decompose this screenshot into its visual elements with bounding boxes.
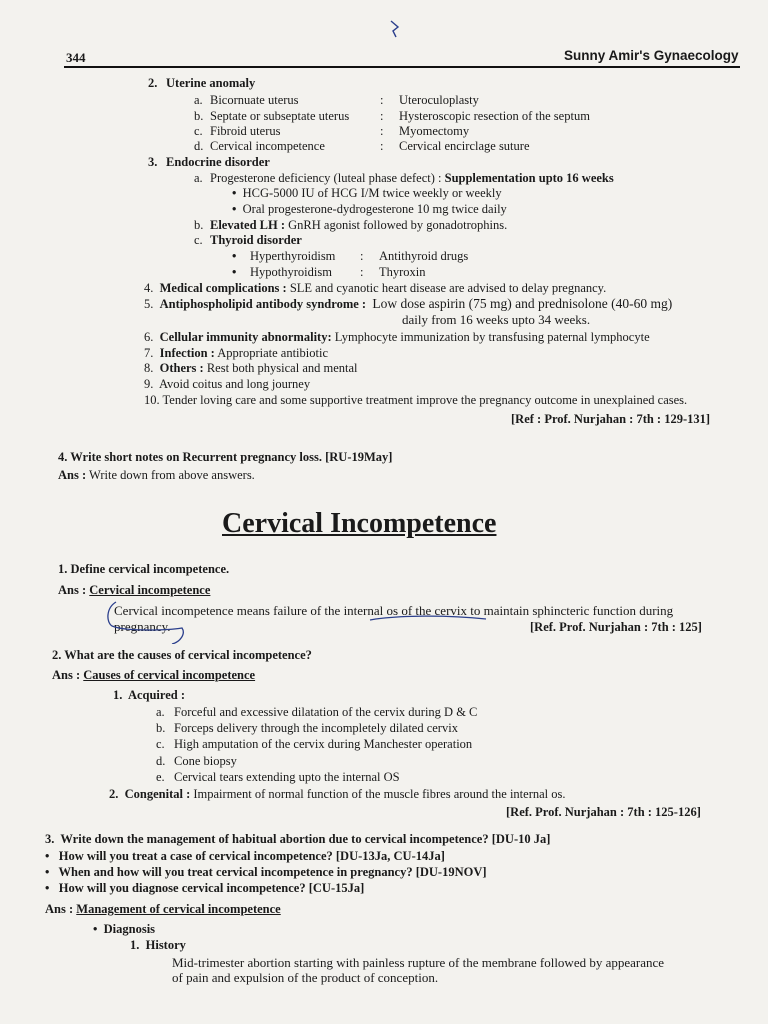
thyroid-value: Thyroxin xyxy=(379,265,426,279)
answer-label: Ans : xyxy=(45,902,74,916)
answer-line xyxy=(58,583,210,597)
thyroid-value: Antithyroid drugs xyxy=(379,249,469,263)
item-text: Low dose aspirin (75 mg) and prednisolone (40-60 mg) xyxy=(372,296,673,311)
question-causes: 2. What are the causes of cervical incompetence? xyxy=(52,648,312,662)
diagnosis-heading xyxy=(93,922,155,936)
endocrine-number: 3. xyxy=(148,155,158,169)
history-number: 1. xyxy=(130,938,140,952)
history-label: History xyxy=(145,938,186,952)
question-text: How will you diagnose cervical incompetence? [CU-15Ja] xyxy=(58,881,365,895)
thyroid-separator: : xyxy=(360,265,364,279)
item-text: Rest both physical and mental xyxy=(206,361,358,375)
cause-item xyxy=(144,281,606,295)
congenital-text: Impairment of normal function of the muscle fibres around the internal os. xyxy=(193,787,566,801)
page-number: 344 xyxy=(66,50,86,65)
endocrine-b-text xyxy=(210,218,507,232)
bullet-text: Oral progesterone-dydrogesterone 10 mg twice daily xyxy=(242,202,507,216)
item-number: 4. xyxy=(144,281,154,295)
row-treatment: Cervical encirclage suture xyxy=(399,139,530,153)
item-text: Forceps delivery through the incompletely dilated cervix xyxy=(174,721,458,735)
row-separator: : xyxy=(380,109,384,123)
answer-label: Ans : xyxy=(52,668,81,682)
elevated-lh-treatment: GnRH agonist followed by gonadotrophins. xyxy=(288,218,508,232)
item-bold: Cellular immunity abnormality: xyxy=(159,330,332,344)
item-number: 10. xyxy=(144,393,160,407)
elevated-lh-label: Elevated LH : xyxy=(210,218,285,232)
bullet-icon: • xyxy=(232,249,237,263)
item-letter: e. xyxy=(156,770,165,784)
cause-item xyxy=(144,361,358,375)
answer-heading: Causes of cervical incompetence xyxy=(83,668,256,682)
bullet-icon: • xyxy=(45,849,50,863)
item-text: SLE and cyanotic heart disease are advised to delay pregnancy. xyxy=(289,281,607,295)
acquired-number: 1. xyxy=(113,688,123,702)
question-line xyxy=(45,832,550,846)
item-number: 7. xyxy=(144,346,154,360)
endocrine-a-letter: a. xyxy=(194,171,203,185)
item-text: Lymphocyte immunization by transfusing paternal lymphocyte xyxy=(334,330,650,344)
history-line-1: Mid-trimester abortion starting with painless rupture of the membrane followed by appearance xyxy=(172,955,665,970)
answer-heading: Management of cervical incompetence xyxy=(76,902,281,916)
bullet-text: HCG-5000 IU of HCG I/M twice weekly or weekly xyxy=(242,186,502,200)
row-letter: d. xyxy=(194,139,204,153)
row-letter: a. xyxy=(194,93,203,107)
item-bold: Infection : xyxy=(159,346,215,360)
row-treatment: Uteroculoplasty xyxy=(399,93,479,107)
item-letter: a. xyxy=(156,705,165,719)
item-number: 5. xyxy=(144,297,154,311)
row-letter: c. xyxy=(194,124,203,138)
question-recurrent-pregnancy-loss: 4. Write short notes on Recurrent pregnancy loss. [RU-19May] xyxy=(58,450,393,464)
item-text: Appropriate antibiotic xyxy=(217,346,328,360)
item-bold: Antiphospholipid antibody syndrome : xyxy=(159,297,367,311)
answer-label: Ans : xyxy=(58,583,87,597)
reference-nurjahan-125: [Ref. Prof. Nurjahan : 7th : 125] xyxy=(530,620,702,634)
diagnosis-label: Diagnosis xyxy=(103,922,156,936)
item-bold: Medical complications : xyxy=(159,281,287,295)
row-separator: : xyxy=(380,124,384,138)
question-line xyxy=(45,865,487,879)
header-rule xyxy=(64,66,740,68)
question-marker: 3. xyxy=(45,832,55,846)
question-text: When and how will you treat cervical incompetence in pregnancy? [DU-19NOV] xyxy=(58,865,487,879)
answer-heading: Cervical incompetence xyxy=(89,583,211,597)
question-text: How will you treat a case of cervical incompetence? [DU-13Ja, CU-14Ja] xyxy=(58,849,445,863)
bullet-icon: • xyxy=(232,265,237,279)
hcg-bullet xyxy=(232,186,502,200)
row-separator: : xyxy=(380,139,384,153)
reference-nurjahan-125-126: [Ref. Prof. Nurjahan : 7th : 125-126] xyxy=(506,805,701,819)
question-text: Write down the management of habitual abortion due to cervical incompetence? [DU-10 Ja] xyxy=(60,832,551,846)
acquired-heading xyxy=(113,688,185,702)
history-line-2: of pain and expulsion of the product of conception. xyxy=(172,970,439,985)
item-number: 6. xyxy=(144,330,154,344)
row-treatment: Myomectomy xyxy=(399,124,470,138)
answer-label: Ans : xyxy=(58,468,87,482)
book-title: Sunny Amir's Gynaecology xyxy=(564,48,739,63)
section-title: Cervical Incompetence xyxy=(222,508,497,539)
progesterone-supplement-text: Supplementation upto 16 weeks xyxy=(444,171,614,185)
answer-line xyxy=(45,902,281,916)
item-text: Cervical tears extending upto the internal OS xyxy=(174,770,400,784)
congenital-line xyxy=(109,787,566,801)
congenital-label: Congenital : xyxy=(124,787,191,801)
thyroid-separator: : xyxy=(360,249,364,263)
item-text: Cone biopsy xyxy=(174,754,237,768)
item-letter: c. xyxy=(156,737,165,751)
endocrine-heading: Endocrine disorder xyxy=(166,155,270,169)
bullet-icon: • xyxy=(232,186,237,200)
item-number: 9. xyxy=(144,377,154,391)
endocrine-b-letter: b. xyxy=(194,218,204,232)
bullet-icon: • xyxy=(45,865,50,879)
item-letter: b. xyxy=(156,721,166,735)
dydrogesterone-bullet xyxy=(232,202,507,216)
question-define: 1. Define cervical incompetence. xyxy=(58,562,230,576)
item-bold: Others : xyxy=(159,361,204,375)
uterine-anomaly-number: 2. xyxy=(148,76,158,90)
definition-line-2: pregnancy. xyxy=(114,619,171,634)
row-treatment: Hysteroscopic resection of the septum xyxy=(399,109,590,123)
definition-line-1: Cervical incompetence means failure of the internal os of the cervix to maintain sphincteric function during xyxy=(114,603,674,618)
item-letter: d. xyxy=(156,754,166,768)
row-cause: Fibroid uterus xyxy=(210,124,281,138)
endocrine-a-text xyxy=(210,171,614,185)
row-separator: : xyxy=(380,93,384,107)
history-heading xyxy=(130,938,186,952)
row-cause: Septate or subseptate uterus xyxy=(210,109,350,123)
pen-scribble-mark xyxy=(388,18,402,40)
item-text: Tender loving care and some supportive treatment improve the pregnancy outcome in unexplained cases. xyxy=(162,393,688,407)
answer-text: Write down from above answers. xyxy=(89,468,255,482)
item-number: 8. xyxy=(144,361,154,375)
question-line xyxy=(45,881,364,895)
cause-item xyxy=(144,330,650,344)
progesterone-deficiency-text: Progesterone deficiency (luteal phase defect) : xyxy=(210,171,442,185)
item-text: Avoid coitus and long journey xyxy=(158,377,311,391)
thyroid-disorder-label: Thyroid disorder xyxy=(210,233,302,247)
cause-item xyxy=(144,393,687,407)
cause-item xyxy=(144,297,672,311)
item-text: Forceful and excessive dilatation of the cervix during D & C xyxy=(174,705,478,719)
cause-item xyxy=(144,377,310,391)
reference-nurjahan-129: [Ref : Prof. Nurjahan : 7th : 129-131] xyxy=(511,412,711,426)
cause-item-continuation: daily from 16 weeks upto 34 weeks. xyxy=(402,312,591,327)
uterine-anomaly-heading: Uterine anomaly xyxy=(166,76,256,90)
answer-line xyxy=(52,668,255,682)
answer-line xyxy=(58,468,255,482)
thyroid-label: Hyperthyroidism xyxy=(250,249,336,263)
question-line xyxy=(45,849,445,863)
bullet-icon: • xyxy=(93,922,98,936)
item-text: High amputation of the cervix during Manchester operation xyxy=(174,737,473,751)
bullet-icon: • xyxy=(45,881,50,895)
congenital-number: 2. xyxy=(109,787,119,801)
cause-item xyxy=(144,346,328,360)
thyroid-label: Hypothyroidism xyxy=(250,265,332,279)
row-cause: Cervical incompetence xyxy=(210,139,325,153)
row-cause: Bicornuate uterus xyxy=(210,93,299,107)
bullet-icon: • xyxy=(232,202,237,216)
row-letter: b. xyxy=(194,109,204,123)
endocrine-c-letter: c. xyxy=(194,233,203,247)
acquired-label: Acquired : xyxy=(127,688,185,702)
